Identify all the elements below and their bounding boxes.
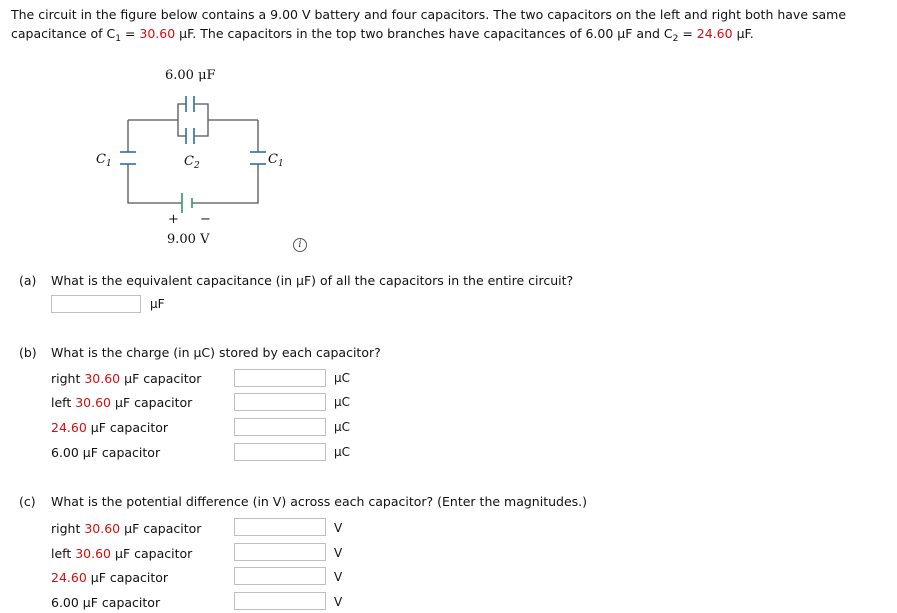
label-c2: $C_2$	[184, 154, 200, 171]
part-c-row-right-c1: right 30.60 μF capacitor	[51, 521, 202, 536]
intro-line-1: The circuit in the figure below contains a 9.00 V battery and four capacitors. The two capacitors on the left and right both have same	[11, 7, 847, 22]
problem-statement	[11, 5, 891, 49]
c2-symbol: C	[663, 26, 673, 41]
c2-value: 24.60	[696, 26, 733, 41]
part-a-unit: μF	[150, 297, 165, 311]
part-b-question: (b) What is the charge (in μC) stored by each capacitor?	[19, 345, 381, 360]
battery-voltage-label: 9.00 V	[167, 232, 210, 247]
part-b-unit-2: μC	[334, 395, 351, 409]
part-b-unit-4: μC	[334, 445, 351, 459]
wire-right	[192, 120, 258, 203]
circuit-figure	[88, 60, 308, 260]
wire-left	[128, 120, 182, 203]
c1-symbol: C	[106, 26, 116, 41]
voltage-6uf-input[interactable]	[234, 592, 326, 610]
voltage-c2-input[interactable]	[234, 567, 326, 585]
charge-6uf-input[interactable]	[234, 443, 326, 461]
part-c-unit-4: V	[334, 595, 343, 609]
charge-left-c1-input[interactable]	[234, 393, 326, 411]
voltage-right-c1-input[interactable]	[234, 518, 326, 536]
info-icon[interactable]: i	[293, 238, 307, 252]
equivalent-capacitance-input[interactable]	[51, 295, 141, 313]
c1-value: 30.60	[139, 26, 176, 41]
part-b-unit-1: μC	[334, 371, 351, 385]
voltage-left-c1-input[interactable]	[234, 543, 326, 561]
part-c-row-c2: 24.60 μF capacitor	[51, 570, 169, 585]
part-c-unit-1: V	[334, 521, 343, 535]
part-c-unit-2: V	[334, 546, 343, 560]
label-c1-right: $C_1$	[268, 152, 284, 169]
intro-line-2: capacitance of $C_1 = 30.60$ μF. The capacitors in the top two branches have capacitances of 6.00 μF and $C_2 = 24.60$ μF.	[11, 26, 754, 44]
battery-plus: +	[168, 212, 179, 227]
part-c-question: (c) What is the potential difference (in V) across each capacitor? (Enter the magnitudes.)	[19, 494, 588, 509]
label-c1-left: $C_1$	[96, 152, 112, 169]
charge-c2-input[interactable]	[234, 418, 326, 436]
wire-top-branches	[178, 104, 208, 136]
part-b-row-left-c1: left 30.60 μF capacitor	[51, 395, 193, 410]
part-b-row-6uf: 6.00 μF capacitor	[51, 445, 161, 460]
part-b-row-c2: 24.60 μF capacitor	[51, 420, 169, 435]
part-b-unit-3: μC	[334, 420, 351, 434]
part-c-row-left-c1: left 30.60 μF capacitor	[51, 546, 193, 561]
charge-right-c1-input[interactable]	[234, 369, 326, 387]
battery-minus: −	[200, 212, 211, 227]
part-a-question: (a) What is the equivalent capacitance (in μF) of all the capacitors in the entire circuit?	[19, 273, 574, 288]
part-b-row-right-c1: right 30.60 μF capacitor	[51, 371, 202, 386]
part-c-unit-3: V	[334, 570, 343, 584]
part-c-row-6uf: 6.00 μF capacitor	[51, 595, 161, 610]
label-top-capacitance: 6.00 μF	[165, 68, 216, 83]
